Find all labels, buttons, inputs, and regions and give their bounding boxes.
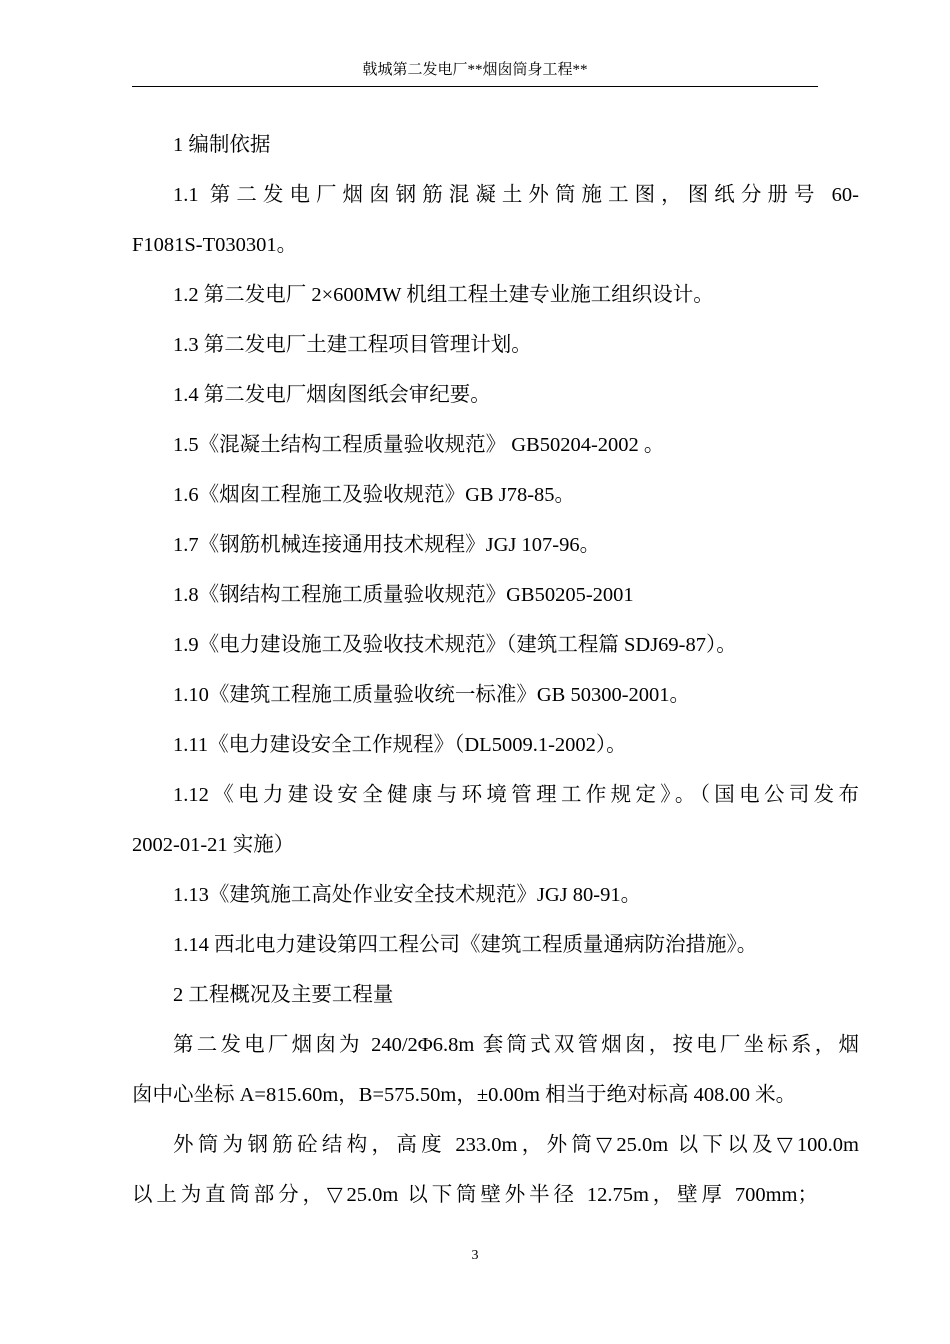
paragraph-line: 1.4 第二发电厂烟囱图纸会审纪要。 bbox=[173, 384, 491, 406]
paragraph-line: 1.5《混凝土结构工程质量验收规范》 GB50204-2002 。 bbox=[173, 434, 665, 456]
section-heading: 1 编制依据 bbox=[173, 134, 271, 156]
paragraph-line: 外筒为钢筋砼结构，高度 233.0m，外筒▽25.0m 以下以及▽100.0m bbox=[173, 1134, 859, 1156]
paragraph-line: 1.13《建筑施工高处作业安全技术规范》JGJ 80-91。 bbox=[173, 884, 642, 906]
paragraph-line: 1.10《建筑工程施工质量验收统一标准》GB 50300-2001。 bbox=[173, 684, 691, 706]
paragraph-line: 1.8《钢结构工程施工质量验收规范》GB50205-2001 bbox=[173, 584, 634, 606]
paragraph-line: 1.3 第二发电厂土建工程项目管理计划。 bbox=[173, 334, 532, 356]
paragraph-line: 囱中心坐标 A=815.60m，B=575.50m，±0.00m 相当于绝对标高 408.00 米。 bbox=[132, 1084, 797, 1106]
paragraph-line: 1.14 西北电力建设第四工程公司《建筑工程质量通病防治措施》。 bbox=[173, 934, 758, 956]
paragraph-line: 第二发电厂烟囱为 240/2Φ6.8m 套筒式双管烟囱，按电厂坐标系，烟 bbox=[173, 1034, 859, 1056]
section-heading: 2 工程概况及主要工程量 bbox=[173, 984, 394, 1006]
paragraph-line: 以上为直筒部分，▽25.0m 以下筒壁外半径 12.75m，壁厚 700mm； bbox=[132, 1184, 818, 1206]
paragraph-line: 1.2 第二发电厂 2×600MW 机组工程土建专业施工组织设计。 bbox=[173, 284, 714, 306]
page-number: 3 bbox=[471, 1248, 479, 1263]
paragraph-line: F1081S-T030301。 bbox=[132, 234, 298, 256]
paragraph-line: 1.7《钢筋机械连接通用技术规程》JGJ 107-96。 bbox=[173, 534, 601, 556]
paragraph-line: 2002-01-21 实施） bbox=[132, 834, 295, 856]
page-header: 戟城第二发电厂**烟囱筒身工程** bbox=[362, 62, 588, 78]
paragraph-line: 1.6《烟囱工程施工及验收规范》GB J78-85。 bbox=[173, 484, 576, 506]
paragraph-line: 1.9《电力建设施工及验收技术规范》（建筑工程篇 SDJ69-87）。 bbox=[173, 634, 737, 656]
header-rule bbox=[132, 86, 818, 87]
paragraph-line: 1.1 第二发电厂烟囱钢筋混凝土外筒施工图，图纸分册号 60- bbox=[173, 184, 859, 206]
paragraph-line: 1.12《电力建设安全健康与环境管理工作规定》。（国电公司发布 bbox=[173, 784, 859, 806]
paragraph-line: 1.11《电力建设安全工作规程》（DL5009.1-2002）。 bbox=[173, 734, 627, 756]
